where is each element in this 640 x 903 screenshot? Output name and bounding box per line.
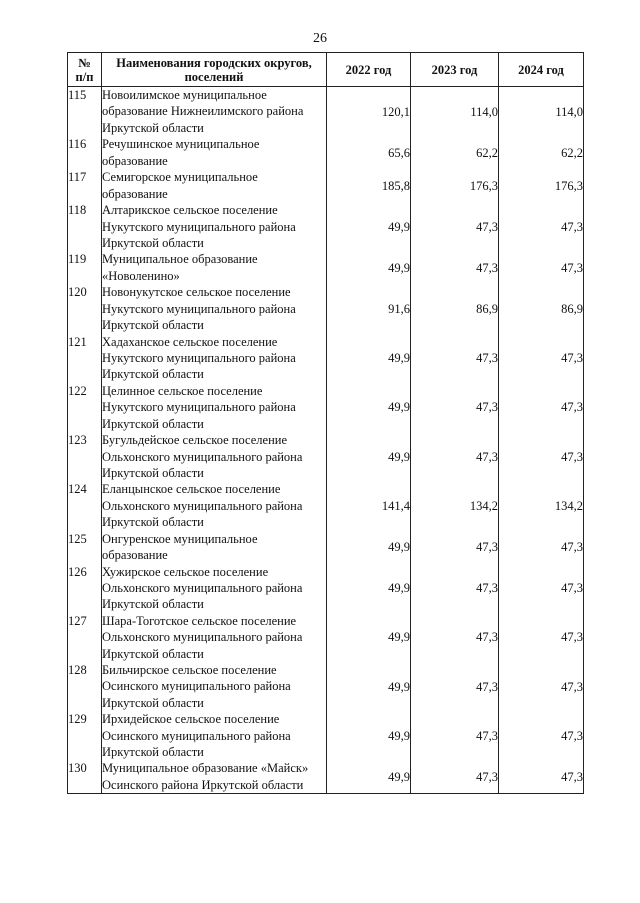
row-number: 129 xyxy=(68,711,102,760)
row-name-line: Новонукутское сельское поселение xyxy=(102,285,291,300)
table-row xyxy=(68,613,584,662)
header-name xyxy=(102,53,327,87)
table-row xyxy=(68,251,584,284)
value-2024: 47,3 xyxy=(499,202,584,251)
table-row xyxy=(68,481,584,530)
table-row xyxy=(68,169,584,202)
row-name xyxy=(102,202,327,251)
row-name-line: Еланцынское сельское поселение xyxy=(102,482,281,497)
value-2023: 62,2 xyxy=(411,136,499,169)
row-name xyxy=(102,564,327,613)
row-name-line: образование Нижнеилимского района xyxy=(102,104,304,119)
row-name-line: Ольхонского муниципального района xyxy=(102,580,303,595)
row-name xyxy=(102,432,327,481)
header-name-line-2: поселений xyxy=(184,69,244,84)
row-number: 123 xyxy=(68,432,102,481)
row-number: 121 xyxy=(68,334,102,383)
header-num-line-2: п/п xyxy=(75,69,94,84)
value-2024: 47,3 xyxy=(499,711,584,760)
row-name-line: Муниципальное образование «Майск» xyxy=(102,761,309,776)
value-2023: 176,3 xyxy=(411,169,499,202)
row-name-line: Муниципальное образование xyxy=(102,252,258,267)
value-2022: 141,4 xyxy=(327,481,411,530)
row-number: 118 xyxy=(68,202,102,251)
row-name xyxy=(102,531,327,564)
row-name-line: Осинского муниципального района xyxy=(102,728,291,743)
row-name-line: Бугульдейское сельское поселение xyxy=(102,433,288,448)
row-name-line: образование xyxy=(102,186,168,201)
row-number: 127 xyxy=(68,613,102,662)
value-2024: 86,9 xyxy=(499,284,584,333)
value-2024: 47,3 xyxy=(499,432,584,481)
header-2023: 2023 год xyxy=(411,53,499,87)
row-name-line: Нукутского муниципального района xyxy=(102,301,296,316)
value-2024: 47,3 xyxy=(499,334,584,383)
value-2023: 47,3 xyxy=(411,564,499,613)
table-row xyxy=(68,87,584,137)
value-2023: 47,3 xyxy=(411,662,499,711)
value-2023: 47,3 xyxy=(411,531,499,564)
budget-table xyxy=(67,52,584,794)
value-2022: 49,9 xyxy=(327,432,411,481)
header-row xyxy=(68,53,584,87)
value-2024: 114,0 xyxy=(499,87,584,137)
row-name-line: Иркутской области xyxy=(102,120,204,135)
table-body xyxy=(68,87,584,794)
table-row xyxy=(68,202,584,251)
row-name-line: Ольхонского муниципального района xyxy=(102,449,303,464)
row-name-line: Хадаханское сельское поселение xyxy=(102,334,278,349)
value-2024: 47,3 xyxy=(499,251,584,284)
value-2024: 47,3 xyxy=(499,531,584,564)
value-2024: 134,2 xyxy=(499,481,584,530)
row-name xyxy=(102,711,327,760)
value-2022: 91,6 xyxy=(327,284,411,333)
value-2022: 49,9 xyxy=(327,662,411,711)
row-name-line: Иркутской области xyxy=(102,236,204,251)
row-name-line: Иркутской области xyxy=(102,695,204,710)
row-number: 124 xyxy=(68,481,102,530)
header-num xyxy=(68,53,102,87)
value-2022: 49,9 xyxy=(327,613,411,662)
row-name-line: Иркутской области xyxy=(102,745,204,759)
value-2023: 47,3 xyxy=(411,334,499,383)
row-name-line: Ирхидейское сельское поселение xyxy=(102,712,280,727)
row-name-line: Нукутского муниципального района xyxy=(102,219,296,234)
row-name-line: Онгуренское муниципальное xyxy=(102,531,258,546)
value-2023: 134,2 xyxy=(411,481,499,530)
row-name-line: Нукутского муниципального района xyxy=(102,351,296,366)
row-name-line: Иркутской области xyxy=(102,318,204,333)
row-name-line: Иркутской области xyxy=(102,515,204,530)
table-row xyxy=(68,760,584,793)
row-name-line: Новоилимское муниципальное xyxy=(102,88,267,102)
row-name xyxy=(102,383,327,432)
value-2022: 49,9 xyxy=(327,564,411,613)
value-2022: 120,1 xyxy=(327,87,411,137)
header-num-line-1: № xyxy=(78,55,91,70)
row-number: 116 xyxy=(68,136,102,169)
value-2024: 47,3 xyxy=(499,613,584,662)
row-name xyxy=(102,662,327,711)
row-name xyxy=(102,613,327,662)
value-2022: 49,9 xyxy=(327,760,411,793)
table-row xyxy=(68,284,584,333)
row-number: 115 xyxy=(68,87,102,137)
row-number: 128 xyxy=(68,662,102,711)
row-name xyxy=(102,284,327,333)
value-2024: 47,3 xyxy=(499,662,584,711)
row-name-line: Нукутского муниципального района xyxy=(102,400,296,415)
table-row xyxy=(68,662,584,711)
table-row xyxy=(68,334,584,383)
value-2022: 49,9 xyxy=(327,334,411,383)
row-number: 125 xyxy=(68,531,102,564)
table-row xyxy=(68,711,584,760)
row-name xyxy=(102,334,327,383)
row-name-line: образование xyxy=(102,153,168,168)
row-name xyxy=(102,251,327,284)
value-2024: 62,2 xyxy=(499,136,584,169)
row-number: 122 xyxy=(68,383,102,432)
row-name xyxy=(102,760,327,793)
row-name-line: Иркутской области xyxy=(102,367,204,382)
table-row xyxy=(68,136,584,169)
value-2023: 47,3 xyxy=(411,251,499,284)
row-name-line: Речушинское муниципальное xyxy=(102,137,260,152)
table-row xyxy=(68,432,584,481)
row-name-line: Осинского района Иркутской области xyxy=(102,777,304,792)
value-2022: 49,9 xyxy=(327,711,411,760)
table-row xyxy=(68,383,584,432)
value-2023: 47,3 xyxy=(411,383,499,432)
row-name-line: Осинского муниципального района xyxy=(102,679,291,694)
value-2023: 47,3 xyxy=(411,202,499,251)
row-name-line: Шара-Тоготское сельское поселение xyxy=(102,613,297,628)
row-name xyxy=(102,136,327,169)
value-2022: 65,6 xyxy=(327,136,411,169)
row-name xyxy=(102,481,327,530)
header-2022: 2022 год xyxy=(327,53,411,87)
row-number: 126 xyxy=(68,564,102,613)
header-name-line-1: Наименования городских округов, xyxy=(116,55,312,70)
value-2023: 86,9 xyxy=(411,284,499,333)
row-name-line: «Новоленино» xyxy=(102,268,180,283)
value-2022: 49,9 xyxy=(327,383,411,432)
row-number: 130 xyxy=(68,760,102,793)
table-row xyxy=(68,564,584,613)
row-name-line: Иркутской области xyxy=(102,416,204,431)
value-2024: 47,3 xyxy=(499,564,584,613)
value-2023: 47,3 xyxy=(411,432,499,481)
row-name-line: Ольхонского муниципального района xyxy=(102,498,303,513)
row-number: 119 xyxy=(68,251,102,284)
value-2022: 49,9 xyxy=(327,202,411,251)
value-2024: 47,3 xyxy=(499,760,584,793)
value-2023: 114,0 xyxy=(411,87,499,137)
row-name-line: Хужирское сельское поселение xyxy=(102,564,269,579)
row-name-line: Семигорское муниципальное xyxy=(102,170,258,185)
table-header xyxy=(68,53,584,87)
row-name-line: Иркутской области xyxy=(102,465,204,480)
row-name-line: образование xyxy=(102,547,168,562)
value-2023: 47,3 xyxy=(411,613,499,662)
table-row xyxy=(68,531,584,564)
row-name-line: Алтарикское сельское поселение xyxy=(102,203,278,218)
row-number: 120 xyxy=(68,284,102,333)
value-2022: 185,8 xyxy=(327,169,411,202)
page-number: 26 xyxy=(313,31,327,46)
value-2023: 47,3 xyxy=(411,711,499,760)
row-name-line: Целинное сельское поселение xyxy=(102,383,263,398)
header-2024: 2024 год xyxy=(499,53,584,87)
row-name-line: Ольхонского муниципального района xyxy=(102,630,303,645)
row-name-line: Иркутской области xyxy=(102,646,204,661)
value-2022: 49,9 xyxy=(327,531,411,564)
row-name xyxy=(102,87,327,137)
row-name-line: Бильчирское сельское поселение xyxy=(102,662,277,677)
value-2022: 49,9 xyxy=(327,251,411,284)
row-number: 117 xyxy=(68,169,102,202)
value-2024: 176,3 xyxy=(499,169,584,202)
value-2024: 47,3 xyxy=(499,383,584,432)
row-name xyxy=(102,169,327,202)
value-2023: 47,3 xyxy=(411,760,499,793)
row-name-line: Иркутской области xyxy=(102,597,204,612)
